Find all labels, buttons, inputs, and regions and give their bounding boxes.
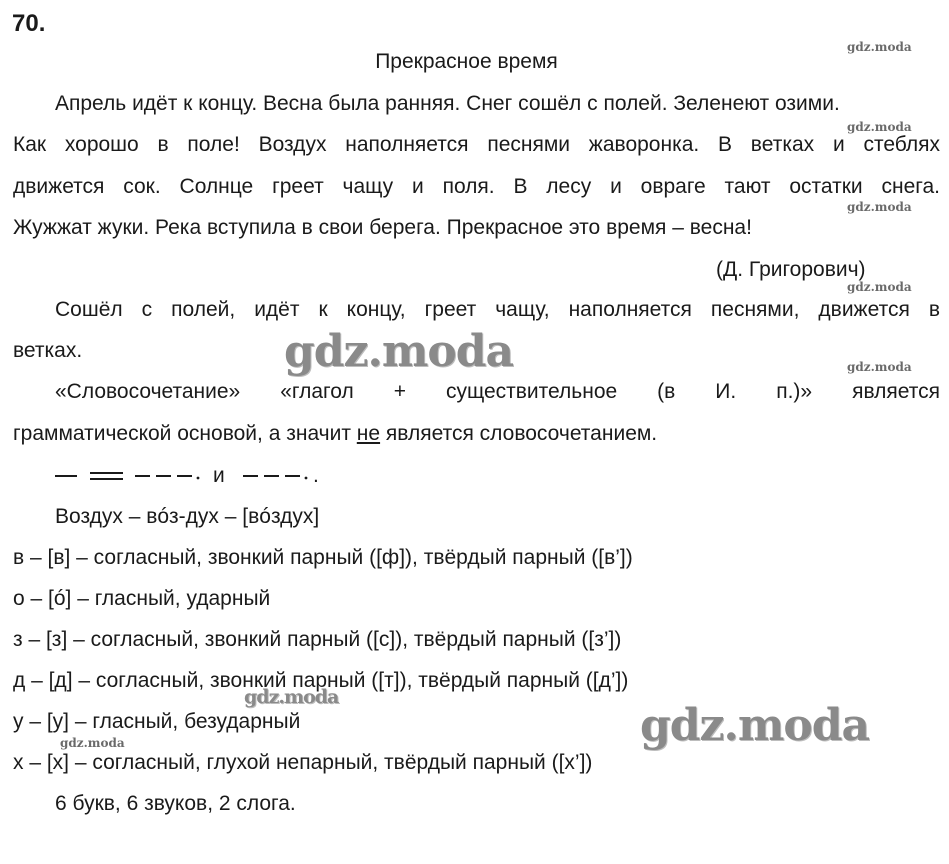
watermark-small: gdz.moda (60, 736, 125, 750)
scheme-lines-icon (55, 458, 355, 494)
watermark-medium: gdz.moda (244, 686, 339, 708)
text-line-1: Апрель идёт к концу. Весна была ранняя. Снег сошёл с полей. Зеленеют озими. (55, 92, 840, 115)
text-title: Прекрасное время (375, 50, 558, 73)
phonetic-line-v: в – [в] – согласный, звонкий парный ([ф]), твёрдый парный ([в’]) (13, 546, 633, 569)
phrases-line-2: ветках. (13, 339, 83, 362)
explanation-line-2 (13, 421, 657, 447)
underlined-negation: не (356, 422, 381, 445)
phonetic-line-z: з – [з] – согласный, звонкий парный ([с]), твёрдый парный ([з’]) (13, 628, 622, 651)
scheme-conjunction: и (213, 464, 225, 487)
watermark-small: gdz.moda (847, 120, 912, 134)
watermark-small: gdz.moda (847, 40, 912, 54)
sentence-scheme (55, 458, 355, 494)
watermark-small: gdz.moda (847, 280, 912, 294)
text-line-4: Жужжат жуки. Река вступила в свои берега. Прекрасное это время – весна! (13, 216, 752, 239)
phonetic-line-d: д – [д] – согласный, звонкий парный ([т]), твёрдый парный ([д’]) (13, 669, 629, 692)
text-line-2: Как хорошо в поле! Воздух наполняется песнями жаворонка. В ветках и стеблях (13, 133, 940, 156)
scheme-end: . (313, 464, 319, 487)
phonetic-word: Воздух – вóз-дух – [вóздух] (55, 505, 320, 528)
phonetic-line-kh: х – [х] – согласный, глухой непарный, твёрдый парный ([х’]) (13, 751, 593, 774)
text-author: (Д. Григорович) (716, 258, 866, 281)
explanation-line-1: «Словосочетание» «глагол + существительное (в И. п.)» является (55, 380, 940, 403)
explanation-text-after: является словосочетанием. (380, 422, 658, 445)
phonetic-line-u: у – [у] – гласный, безударный (13, 710, 301, 733)
watermark-small: gdz.moda (847, 360, 912, 374)
watermark-large: gdz.moda (284, 326, 514, 377)
text-line-3: движется сок. Солнце греет чащу и поля. В лесу и овраге тают остатки снега. (13, 175, 940, 198)
watermark-large: gdz.moda (640, 700, 870, 751)
phonetic-summary: 6 букв, 6 звуков, 2 слога. (55, 792, 296, 815)
phonetic-line-o: о – [ó] – гласный, ударный (13, 587, 271, 610)
exercise-number: 70. (12, 10, 46, 37)
phrases-line-1: Сошёл с полей, идёт к концу, греет чащу, наполняется песнями, движется в (55, 298, 940, 321)
watermark-small: gdz.moda (847, 200, 912, 214)
explanation-text-before: грамматической основой, а значит (13, 422, 357, 445)
